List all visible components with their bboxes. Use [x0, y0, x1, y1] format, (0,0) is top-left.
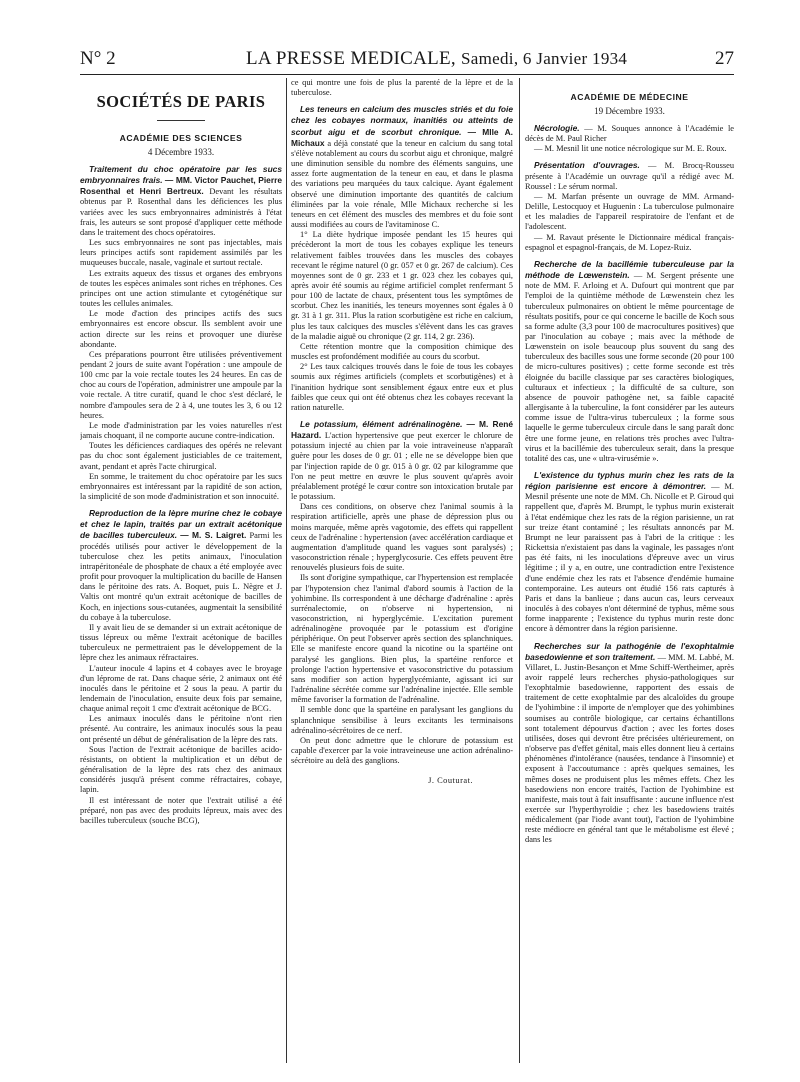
article-text: Devant les résultats obtenus par P. Rosenthal dans les déficiences les plus variées avec les sucs embryonnaires administrés à l'état frais, les auteurs se sont proposé d'appliquer cette méthode dans le traitement des chocs opératoires. [80, 187, 282, 237]
article-7-intro [525, 641, 734, 846]
section-title: SOCIÉTÉS DE PARIS [96, 92, 266, 111]
article-text: — M. Mesnil présente une note de MM. Ch. Nicolle et P. Giroud qui rappellent que, d'après M. Brumpt, le typhus murin existerait à l'état endémique chez les rats de la région parisienne, un rat sur treize étant contaminé ; les résultats annoncés par M. Brumpt ne leur paraissent pas à l'abri de la critique : les Rickettsia n'existaient pas dans la vaginale, les passages n'ont pas été faits, ni les inoculations d'épreuve avec un virus légitime ; il y a, en outre, une contradiction entre l'existence d'une endémie chez les rats et l'absence d'endémie humaine contemporaine. Les auteurs ont étudié 156 rats capturés à Paris et dans la banlieue ; dans aucun cas, leurs cerveaux inoculés à des cobayes n'ont déterminé de typhus, même sous forme inapparente ; l'existence du typhus murin reste donc encore à démontrer dans la région parisienne. [525, 482, 734, 634]
paragraph: On peut donc admettre que le chlorure de potassium est capable d'exercer par la voie intraveineuse une action adrénalino-sécrétoire au delà des ganglions. [291, 735, 513, 766]
article-4-intro [291, 419, 513, 502]
paragraph: Cette rétention montre que la composition chimique des muscles est profondément modifiée au cours du scorbut. [291, 341, 513, 362]
article-text: — M. Brocq-Rousseu présente à l'Académie un ouvrage qu'il a rédigé avec M. Roussel : Le sérum normal. [525, 161, 734, 191]
column-rule [519, 78, 520, 1063]
paragraph: Il semble donc que la spartéine en paralysant les ganglions du splanchnique sensibilise à leurs excitants les terminaisons adrénalino-sécrétoires de ce nerf. [291, 705, 513, 735]
article-authors: — M. S. Laigret. [180, 530, 247, 541]
article-title: Traitement du choc opératoire par les sucs embryonnaires frais. [80, 164, 282, 186]
article-title: Recherches sur la pathogénie de l'exophtalmie basedowienne et son traitement. [525, 640, 734, 662]
article-title: Les teneurs en calcium des muscles striés et du foie chez les cobayes normaux, inanitiés ou atteints de scorbut aigu et de scorbut chronique. [291, 104, 513, 137]
issue-date: Samedi, 6 Janvier 1934 [461, 49, 628, 68]
article-title: Présentation d'ouvrages. [534, 160, 640, 171]
paragraph: 2° Les taux calciques trouvés dans le foie de tous les cobayes soumis aux régimes artificiels (complets et scorbutigènes) et à l'inanition hydrique sont sensiblement égaux entre eux et plus faibles que ceux qui ont été obtenus chez les cobayes recevant la ration naturelle. [291, 362, 513, 412]
article-title: Le potassium, élément adrénalinogène. [300, 419, 463, 429]
paragraph: 1° La diète hydrique imposée pendant les 15 heures qui précèderont la mort de tous les cobayes explique les teneurs relativement faibles trouvées dans les muscles des cobayes recevant le régime naturel (0 gr. 057 et 0 gr. 267 de calcium). Ces moyennes sont de 0 gr. 233 et 1 gr. 023 chez les cobayes qui, après avoir été soumis au régime artificiel complet renfermant 5 pour 100 de lactate de chaux, présentent tous les symptômes de scorbut. Chez les inanitiés, les teneurs moyennes sont égales à 0 gr. 31 à 1 gr. 311. Plus la ration scorbutigène est riche en calcium, plus les taux calciques des muscles s'élèvent dans les cas graves de la maladie aiguë ou chronique (2 gr. 114, 2 gr. 236). [291, 230, 513, 341]
journal-title [246, 48, 627, 70]
column-2 [291, 78, 513, 1063]
necrology [525, 123, 734, 144]
divider [157, 120, 205, 121]
article-text: a déjà constaté que la teneur en calcium du sang total s'élève notablement au cours du scorbut aigu et chronique, malgré une diminution sensible du nombre des éléments sanguins, une assez forte augmentation de la teneur en eau, et dans le plasma des variations peu marquées du taux calcique. Ayant également observé une diminution importante des quantités de calcium éliminées par la voie rénale, Mlle Michaux recherche si les teneurs en cet élément des muscles des membres et du foie sont aussi modifiées au cours de l'avitaminose C. [291, 138, 513, 230]
column-rule [286, 78, 287, 1063]
session-date: 4 Décembre 1933. [147, 147, 215, 157]
article-title: L'existence du typhus murin chez les rats de la région parisienne est encore à démontrer. [525, 470, 734, 492]
paragraph: Les animaux inoculés dans le péritoine n'ont rien présenté. Au contraire, les animaux inoculés sous la peau ont présenté un début de généralisation de la lèpre des rats. [80, 714, 282, 744]
paragraph: Les extraits aqueux des tissus et organes des embryons de toutes les espèces animales sont riches en tréphones. Ces principes ont une action stimulante et cytogénétique sur toutes les cellules animales. [80, 268, 282, 309]
article-authors: — Mlle A. Michaux [291, 126, 513, 148]
issue-number: N° 2 [80, 48, 116, 69]
article-text: — MM. M. Labbé, M. Villaret, L. Justin-Besançon et Mme Schiff-Wertheimer, après avoir rappelé leurs recherches physio-pathologiques sur l'exophtalmie basedowienne, rapportent des essais de traitement de cette exophtalmie par des alcaloïdes du groupe de l'yohimbine : il importe de n'employer que des yohimbines soumises au contrôle biologique, car certains échantillons sont totalement dépourvus d'action ; avec les fortes doses utilisées, doses qui devront être précisées ultérieurement, on n'observe pas d'effet génital, mais elles donnent lieu à certains phénomènes d'intolérance (nausées, tendance à l'insomnie) et exposent à l'accoutumance : après quelques semaines, les mêmes doses ne produisent plus les mêmes effets. Chez les basedowiens non encore traités, l'action de l'yohimbine est manifeste, mais tout à fait insuffisante : aucune influence n'est exercée sur l'hyperthyroïdie ; chez les basedowiens traités médicalement (par l'iode avant tout), l'action de l'yohimbine reste médiocre en général tant que le métabolisme est élevé ; dans les [525, 652, 734, 845]
article-authors: — M. René Hazard. [291, 419, 513, 441]
column-1 [80, 78, 282, 1063]
signature: J. Couturat. [428, 776, 473, 786]
journal-name: LA PRESSE MEDICALE, [246, 48, 456, 69]
paragraph: — M. Marfan présente un ouvrage de MM. Armand-Delille, Lestocquoy et Huguenin : La tuberculose pulmonaire et les maladies de l'appareil respiratoire de l'enfant et de l'adolescent. [525, 191, 734, 232]
paragraph: En somme, le traitement du choc opératoire par les sucs embryonnaires est intéressant par la rapidité de son action, la simplicité de son mode d'administration et son innocuité. [80, 471, 282, 501]
paragraph: ce qui montre une fois de plus la parenté de la lèpre et de la tuberculose. [291, 78, 513, 98]
column-3 [525, 78, 734, 1063]
paragraph: Sous l'action de l'extrait acétonique de bacilles acido-résistants, on obtient la multiplication et un début de généralisation de la lèpre des rats chez des animaux considérés jusqu'à présent comme réfractaires, cobaye, lapin. [80, 744, 282, 795]
academy-heading: ACADÉMIE DE MÉDECINE [570, 92, 689, 102]
article-5-intro [525, 259, 734, 464]
paragraph: Ces préparations pourront être utilisées préventivement pendant 2 jours de suite avant l'opération : une ampoule de 100 cmc par la voie rectale toutes les 24 heures. En cas de choc au cours de l'opération, administrer une ampoule par la voie rectale. A titre curatif, quand le choc s'est déclaré, le nombre d'ampoules sera de 2 à 4, une toutes les 3, 6 ou 12 heures. [80, 349, 282, 420]
paragraph: Il est intéressant de noter que l'extrait utilisé a été préparé, non pas avec des produits lépreux, mais avec des bacilles tuberculeux (souche BCG), [80, 795, 282, 825]
paragraph: — M. Mesnil lit une notice nécrologique sur M. E. Roux. [534, 144, 727, 154]
paragraph: Les sucs embryonnaires ne sont pas injectables, mais leurs principes actifs sont rapidement assimilés par les muqueuses buccale, nasale, vaginale et surtout rectale. [80, 238, 282, 268]
article-3-intro [291, 104, 513, 230]
article-text: L'action hypertensive que peut exercer le chlorure de potassium injecté au chien par la voie intraveineuse n'apparaît guère pour les doses de 0 gr. 01 ; elle ne se développe bien que par l'injection rapide de 0 gr. 015 à 0 gr. 02 par kilogramme que l'on ne peut mettre en œuvre le plus souvent qu'après avoir préalablement protégé le cœur contre son intoxication brutale par le potassium. [291, 431, 513, 502]
article-text: — M. Sergent présente une note de MM. F. Arloing et A. Dufourt qui montrent que par l'emploi de la quintième méthode de Lœwenstein chez les tuberculeux pulmonaires on obtient le même pourcentage de résultats positifs, pour ce qui concerne le bacille de Koch sous sa forme adulte (3,3 pour 100 de macrocultures positives) que par l'inoculation au cobaye ; mais avec la méthode de Lœwenstein on isole beaucoup plus souvent du sang des tuberculeux des bacilles sous une forme seconde (20 pour 100 de micro-cultures positives) ; cette forme seconde est très éloignée du bacille classique par ses caractères biologiques, culturaux et infectieux ; la difficulté de sa culture, son absence de pouvoir pathogène net, sa faible capacité allergisante à la tuberculine, la font considérer par les auteurs comme issue de l'ultra-virus tuberculeux ; la forme sous laquelle le germe tuberculeux circule dans le sang paraît donc être une forme jeune, en relations très proches avec l'ultra-virus et la bacillémie des tuberculeux serait, dans la presque totalité des cas, une « ultra-virusémie ». [525, 271, 734, 463]
article-authors: — MM. Victor Pauchet, Pierre Rosenthal et Henri Bertreux. [80, 175, 282, 197]
article-text: Parmi les procédés utilisés pour activer le développement de la tuberculose chez les petits animaux, l'inoculation intrapéritonéale de phosphate de chaux a été employée avec profit pour provoquer la multiplication du bacille de Hansen dans le péritoine des rats. A. Boquet, puis L. Nègre et J. Valtis ont montré qu'un extrait acétonique de bacilles de Koch, en injections sous-cutanées, augmentait la sensibilité du cobaye à la tuberculose. [80, 531, 282, 622]
paragraph: Ils sont d'origine sympathique, car l'hypertension est remplacée par l'hypotension chez l'animal d'abord soumis à l'action de la yohimbine. Ils correspondent à une décharge d'adrénaline : après surrénalectomie, on n'observe ni hypertension, ni vasoconstriction, ni hyperglycémie. L'excitation purement adrénalinogène provoquée par le potassium est d'origine périphérique. On peut l'observer après section des splanchniques. Elle se manifeste encore quand la nicotine ou la spartéine ont paralysé les ganglions. Bien plus, la spartéine renforce et prolonge l'action hypertensive et vasoconstrictive du potassium sans modifier son action hyperglycémiante, agissant ici sur l'adrénaline sécrétée comme sur l'adrénaline injectée. Elle semble même favoriser la formation de l'adrénaline. [291, 573, 513, 705]
article-text: — M. Souques annonce à l'Académie le décès de M. Paul Richer [525, 124, 734, 144]
paragraph: — M. Ravaut présente le Dictionnaire médical français-espagnol et espagnol-français, de M. Lopez-Ruiz. [525, 232, 734, 252]
paragraph: Toutes les déficiences cardiaques des opérés ne relevant pas du choc sont également justiciables de ce traitement, avant, pendant et après l'acte chirurgical. [80, 441, 282, 471]
article-1-intro [80, 164, 282, 238]
article-6-intro [525, 470, 734, 635]
article-2-intro [80, 508, 282, 623]
page-number: 27 [715, 48, 734, 69]
running-head [80, 48, 734, 72]
paragraph: L'auteur inocule 4 lapins et 4 cobayes avec le broyage d'un léprome de rat. Dans chaque série, 2 animaux ont été inoculés dans le péritoine et 2 sous la peau. A partir du lendemain de l'inoculation, ensuite deux fois par semaine, chaque animal reçoit 1 cmc d'extrait acétonique de BCG. [80, 663, 282, 714]
header-rule [80, 74, 734, 75]
academy-heading: ACADÉMIE DES SCIENCES [119, 133, 243, 143]
paragraph: Dans ces conditions, on observe chez l'animal soumis à la respiration artificielle, après une phase de dépression plus ou moins marquée, même après vagotomie, des effets qui rappellent ceux de l'adrénaline : hypertension (avec accélération cardiaque et augmentation d'amplitude quand les vagues sont paralysés) ; vasoconstriction rénale ; hyperglycosurie. Ces effets peuvent être renouvelés plusieurs fois de suite. [291, 502, 513, 573]
session-date: 19 Décembre 1933. [594, 106, 665, 116]
article-title: Nécrologie. [534, 123, 580, 133]
paragraph: Le mode d'action des principes actifs des sucs embryonnaires est encore obscur. Ils semblent avoir une action directe sur les reins et provoquer une diurèse abondante. [80, 309, 282, 349]
book-presentations [525, 160, 734, 191]
article-title: Recherche de la bacillémie tuberculeuse par la méthode de Lœwenstein. [525, 258, 734, 281]
paragraph: Le mode d'administration par les voies naturelles n'est jamais choquant, il ne comporte aucune contre-indication. [80, 420, 282, 441]
article-title: Reproduction de la lèpre murine chez le cobaye et chez le lapin, traités par un extrait acétonique de bacilles tuberculeux. [80, 508, 282, 541]
paragraph: Il y avait lieu de se demander si un extrait acétonique de tissus lépreux ou même l'extrait acétonique de bacilles tuberculeux ne permettraient pas le développement de la lèpre chez les animaux réfractaires. [80, 622, 282, 663]
